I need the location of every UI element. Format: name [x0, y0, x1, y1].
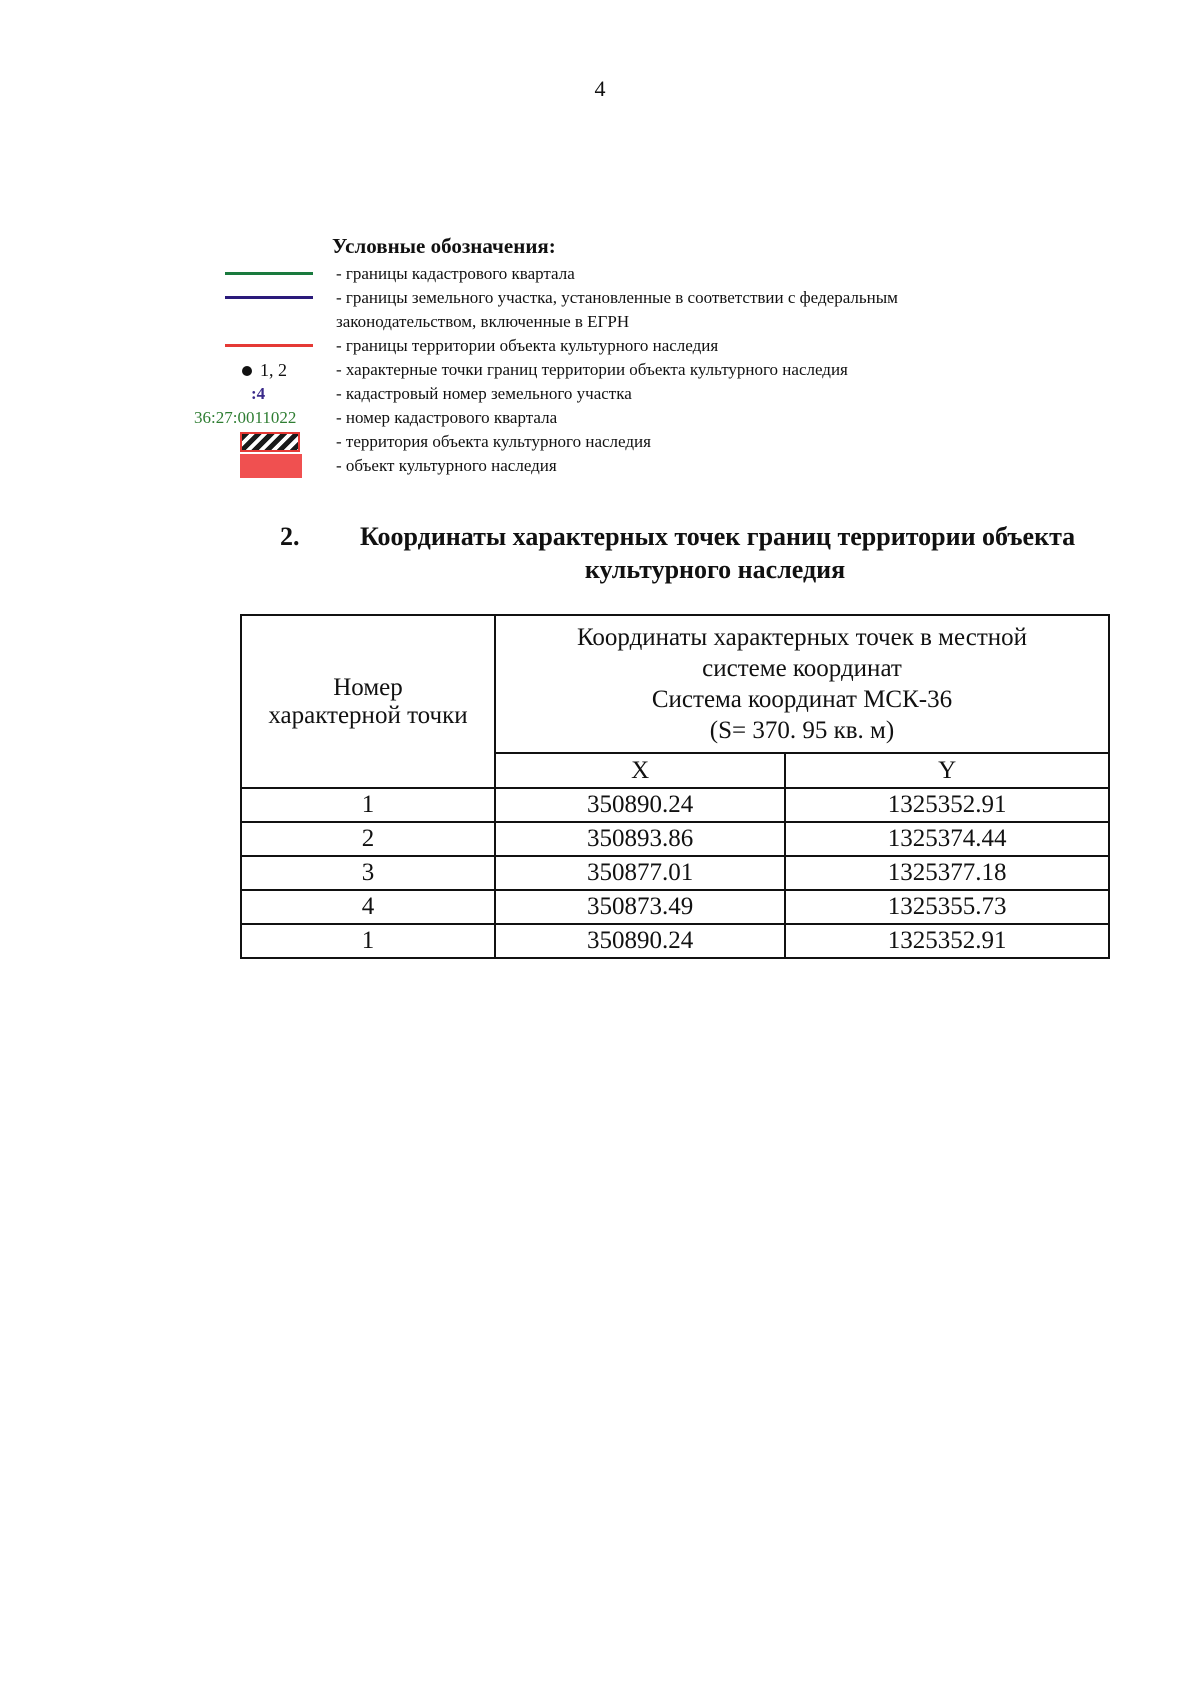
legend-text: - характерные точки границ территории объекта культурного наследия	[336, 360, 848, 379]
purple-line-icon	[225, 296, 313, 299]
cell-point: 1	[241, 924, 495, 958]
header-y: Y	[785, 753, 1109, 788]
legend-symbol	[190, 286, 330, 310]
legend-symbol	[190, 334, 330, 358]
legend-text: - границы территории объекта культурного наследия	[336, 336, 719, 355]
legend-row-heritage-territory	[190, 430, 1090, 454]
cell-x: 350890.24	[495, 924, 785, 958]
cell-x: 350893.86	[495, 822, 785, 856]
point-label: 1, 2	[260, 360, 287, 380]
table-row	[241, 924, 1109, 958]
legend-row-parcel-number	[190, 382, 1090, 406]
coordinates-table	[240, 614, 1110, 959]
table-row	[241, 890, 1109, 924]
hatched-area-icon	[240, 432, 300, 452]
header-point-number	[241, 615, 495, 788]
legend-text: - границы кадастрового квартала	[336, 264, 575, 283]
legend-symbol	[190, 262, 330, 286]
green-line-icon	[225, 272, 313, 275]
header-system-line: системе координат	[702, 655, 902, 682]
cell-point: 3	[241, 856, 495, 890]
legend-title: Условные обозначения:	[332, 234, 556, 258]
legend-text: - границы земельного участка, установленные в соответствии с федеральным	[336, 288, 898, 307]
legend-text: законодательством, включенные в ЕГРН	[336, 312, 630, 331]
table-row	[241, 856, 1109, 890]
cell-point: 1	[241, 788, 495, 822]
legend-row-parcel-boundary-continued	[190, 310, 1090, 334]
table-header-row	[241, 615, 1109, 753]
header-point-line: Номер	[333, 673, 403, 701]
legend-row-heritage-object	[190, 454, 1090, 478]
legend-symbol	[190, 358, 330, 382]
section-title-line2: культурного наследия	[584, 555, 846, 584]
header-point-line: характерной точки	[268, 701, 468, 729]
red-line-icon	[225, 344, 313, 347]
header-x: X	[495, 753, 785, 788]
legend-symbol	[190, 454, 330, 478]
legend-row-heritage-boundary	[190, 334, 1090, 358]
legend-row-quarter-boundary	[190, 262, 1090, 286]
table-row	[241, 788, 1109, 822]
header-system-line: Система координат МСК-36	[651, 686, 953, 713]
section-number: 2.	[280, 522, 300, 551]
cell-y: 1325352.91	[785, 788, 1109, 822]
legend-symbol	[190, 406, 330, 430]
cell-y: 1325355.73	[785, 890, 1109, 924]
page-number: 4	[594, 76, 606, 101]
red-filled-area-icon	[240, 454, 302, 478]
legend-text: - номер кадастрового квартала	[336, 408, 558, 427]
header-coordinate-system	[495, 615, 1109, 753]
cell-point: 4	[241, 890, 495, 924]
cell-point: 2	[241, 822, 495, 856]
legend-row-quarter-number	[190, 406, 1090, 430]
section-title-line1: Координаты характерных точек границ территории объекта	[360, 522, 1076, 551]
legend-symbol	[190, 430, 330, 454]
header-system-line: Координаты характерных точек в местной	[576, 624, 1027, 651]
point-dot-icon	[242, 366, 252, 376]
table-row	[241, 822, 1109, 856]
cell-x: 350877.01	[495, 856, 785, 890]
legend-row-characteristic-points	[190, 358, 1090, 382]
cell-y: 1325374.44	[785, 822, 1109, 856]
header-system-line: (S= 370. 95 кв. м)	[709, 717, 895, 744]
legend-text: - кадастровый номер земельного участка	[336, 384, 632, 403]
legend-row-parcel-boundary	[190, 286, 1090, 310]
quarter-number-sample: 36:27:0011022	[194, 408, 297, 427]
parcel-number-sample: :4	[251, 384, 266, 403]
legend-text: - территория объекта культурного наследия	[336, 432, 651, 451]
cell-y: 1325377.18	[785, 856, 1109, 890]
cell-x: 350890.24	[495, 788, 785, 822]
legend-text: - объект культурного наследия	[336, 456, 557, 475]
cell-y: 1325352.91	[785, 924, 1109, 958]
legend-symbol	[190, 382, 330, 406]
cell-x: 350873.49	[495, 890, 785, 924]
